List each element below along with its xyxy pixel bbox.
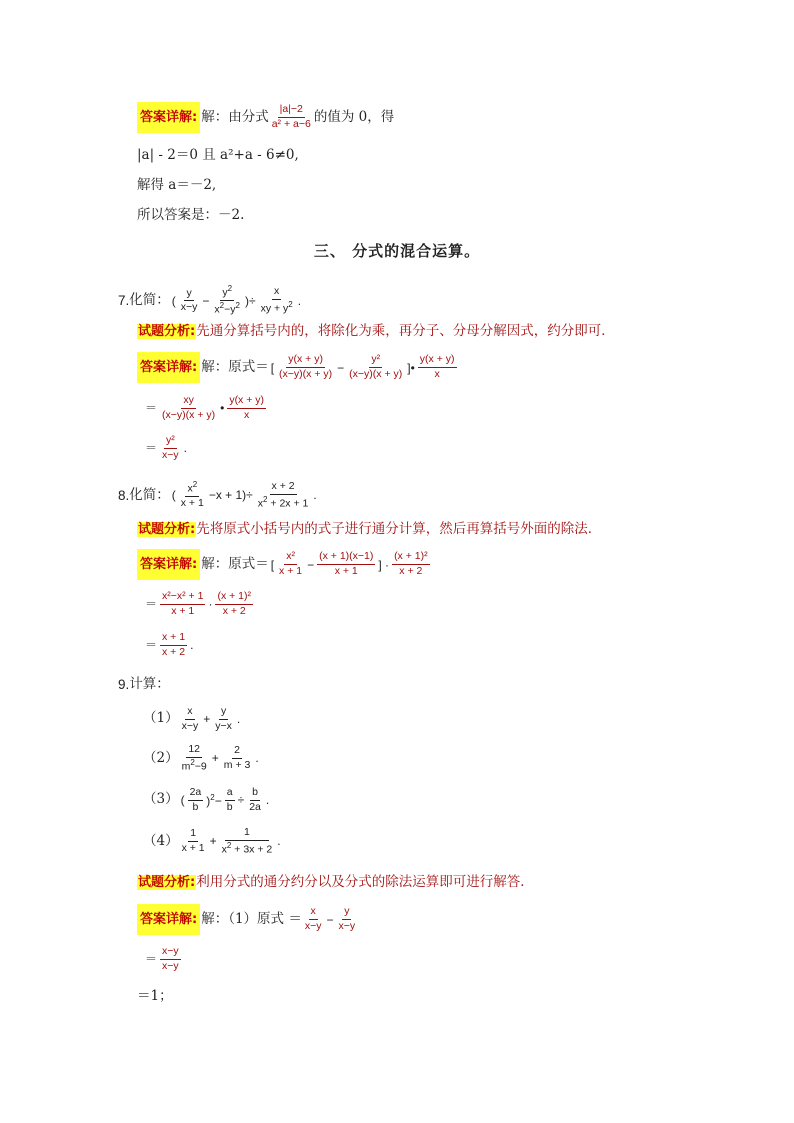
fraction-numerator: |a|−2 [278,104,305,118]
intro-line-4: 所以答案是：－2. [137,207,245,223]
q9-part4: （4） $\frac{1}{x + 1}$ + $\frac{1}{x^2 + 3x + 2}$ . [143,826,281,856]
q7-answer-pre: 解：原式＝ [201,358,269,375]
analysis-badge: 试题分析: [138,522,196,537]
q8-answer: 答案详解: 解：原式＝ [ $\frac{\text{x²}}{x + 1}$ − $\frac{(x + 1)(x-1)}{x + 1}$ ] · $\frac{\text{(x + 1)²}}{x + 2}$ [137,549,431,580]
answer-badge: 答案详解: [137,102,200,133]
q8-step3: ＝ $\frac{x + 1}{x + 2}$ . [145,631,194,658]
analysis-badge: 试题分析: [138,875,196,890]
section-title: 三、 分式的混合运算。 [313,242,481,260]
q7-analysis [137,324,615,339]
q8-number: 8. [118,487,130,503]
answer-badge: 答案详解: [137,549,200,580]
q7-frac-b: $\frac{y^2}{x^2-y^2}$ [214,284,240,316]
answer-badge: 答案详解: [137,352,200,383]
q9-analysis: 试题分析: 利用分式的通分约分以及分式的除法运算即可进行解答． [138,873,534,890]
q9-part2: （2） $\frac{12}{m^2-9}$ + $\frac{2}{m + 3}$ . [143,743,259,773]
intro-line-2: |a| - 2＝0 且 a²+a - 6≠0, [137,147,299,163]
q8-question: 8. 化简： ( $\frac{x^2}{x + 1}$ −x + 1)÷ $\frac{x + 2}{x^2 + 2x + 1}$ . [118,480,317,510]
q7-number: 7. [118,292,130,308]
q7-label: 化简： [129,291,170,308]
q7-frac-a: $\frac{y}{x-y}$ [180,286,198,314]
q7-step3: ＝ $\frac{\text{y²}}{x-y}$ . [145,434,187,461]
q9-step3: ＝1； [137,988,173,1004]
q7-answer: 答案详解: 解：原式＝ [ $\frac{y(x + y)}{(x-y)(x + y)}$ − $\frac{\text{y²}}{(x-y)(x + y)}$ ]• $\frac{y(x + y)}{x}$ [137,352,458,383]
q7-analysis-text: 先通分算括号内的，将除化为乘，再分子、分母分解因式，约分即可． [196,322,615,339]
analysis-badge: 试题分析: [138,324,196,339]
q7-question: 7. 化简： ( $\frac{y}{x-y}$ − $\frac{y^2}{x^2-y^2}$ )÷ $\frac{x}{xy + y^2}$ . [118,284,302,316]
intro-line-3: 解得 a＝－2, [137,177,217,193]
q9-part3: （3） ( $\frac{2a}{b}$ )$^2$− $\frac{a}{b}$ ÷ $\frac{b}{2a}$ . [143,786,270,813]
q8-analysis-text: 先将原式小括号内的式子进行通分计算，然后再算括号外面的除法． [196,520,602,537]
intro-answer-line [137,102,394,133]
intro-text-pre: 解：由分式 [201,108,269,125]
q7-frac-c: $\frac{x}{xy + y^2}$ [260,285,293,315]
q8-analysis [137,522,601,537]
q9-question: 9. 计算： [118,676,170,692]
intro-text-post: 的值为 0，得 [313,108,395,125]
q9-step2: ＝ $\frac{x-y}{x-y}$ [145,945,179,972]
q9-part1: （1） $\frac{x}{x-y}$ + $\frac{y}{y-x}$ . [143,705,241,732]
q8-label: 化简： [129,486,170,503]
q8-step2: ＝ $\frac{\text{x²−x² + 1}}{x + 1}$ · $\frac{\text{(x + 1)²}}{x + 2}$ [145,590,251,617]
fraction-denominator: a² + a−6 [271,118,311,130]
answer-badge: 答案详解: [137,904,200,935]
q7-step2: ＝ $\frac{xy}{(x-y)(x + y)}$ • $\frac{y(x + y)}{x}$ [145,394,265,421]
intro-fraction [270,104,313,130]
q9-answer: 答案详解: 解：（1）原式 ＝ $\frac{x}{x-y}$ − $\frac{y}{x-y}$ [137,904,358,935]
